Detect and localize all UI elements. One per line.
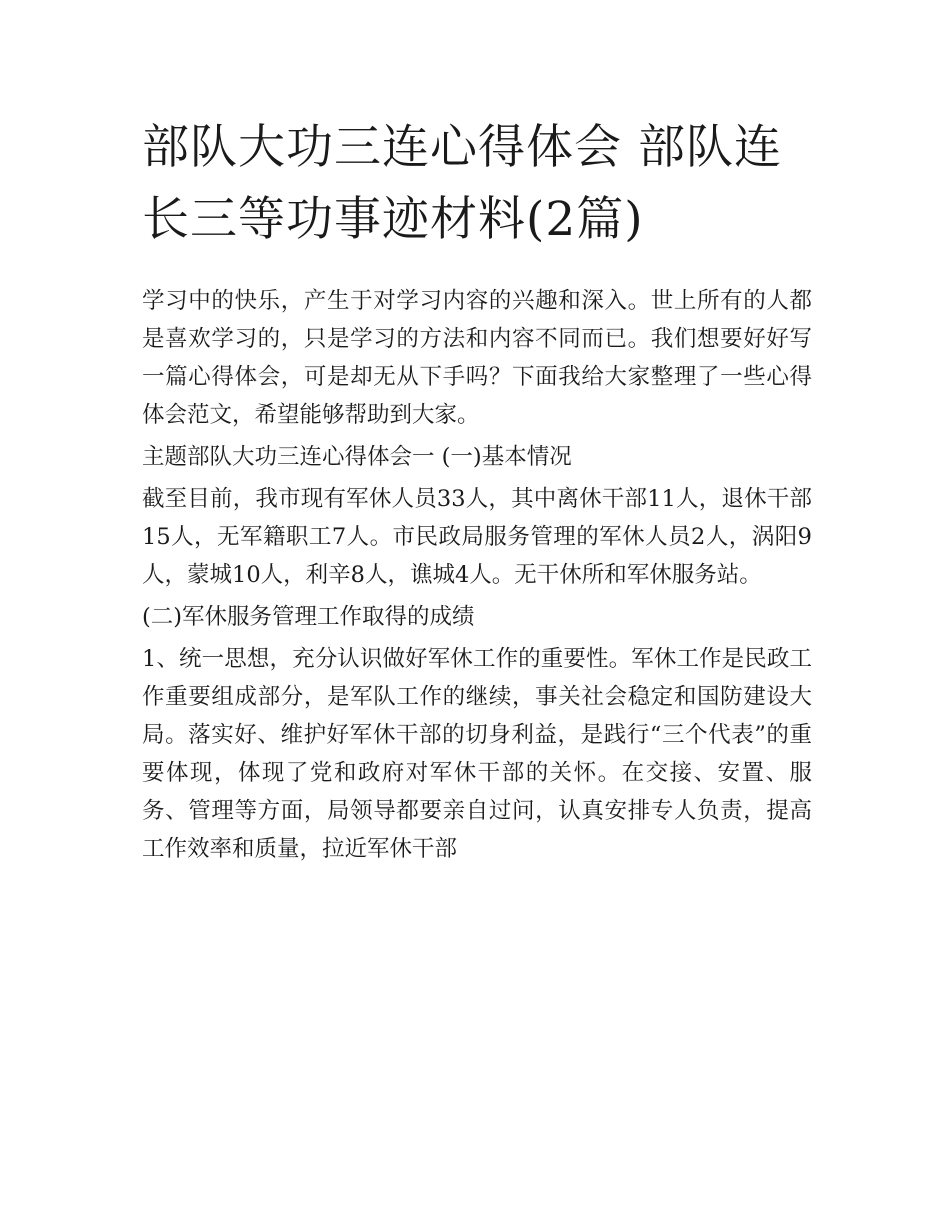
section-heading-basic-situation: 主题部队大功三连心得体会一 (一)基本情况 bbox=[142, 444, 572, 470]
statistics-paragraph: 截至目前，我市现有军休人员33人，其中离休干部11人，退休干部15人，无军籍职工7人。市民政局服务管理的军休人员2人，涡阳9人，蒙城10人，利辛8人，谯城4人。无干休所和军休服务站。 bbox=[142, 486, 812, 588]
document-body bbox=[142, 282, 812, 868]
intro-paragraph: 学习中的快乐，产生于对学习内容的兴趣和深入。世上所有的人都是喜欢学习的，只是学习的方法和内容不同而已。我们想要好好写一篇心得体会，可是却无从下手吗？下面我给大家整理了一些心得体会范文，希望能够帮助到大家。 bbox=[142, 288, 812, 428]
document-title: 部队大功三连心得体会 部队连长三等功事迹材料(2篇) bbox=[142, 120, 782, 247]
section-heading-achievements: (二)军休服务管理工作取得的成绩 bbox=[142, 604, 475, 630]
achievement-paragraph-1: 1、统一思想，充分认识做好军休工作的重要性。军休工作是民政工作重要组成部分，是军队工作的继续，事关社会稳定和国防建设大局。落实好、维护好军休干部的切身利益，是践行“三个代表”的重要体现，体现了党和政府对军休干部的关怀。在交接、安置、服务、管理等方面，局领导都要亲自过问，认真安排专人负责，提高工作效率和质量，拉近军休干部 bbox=[142, 646, 812, 862]
